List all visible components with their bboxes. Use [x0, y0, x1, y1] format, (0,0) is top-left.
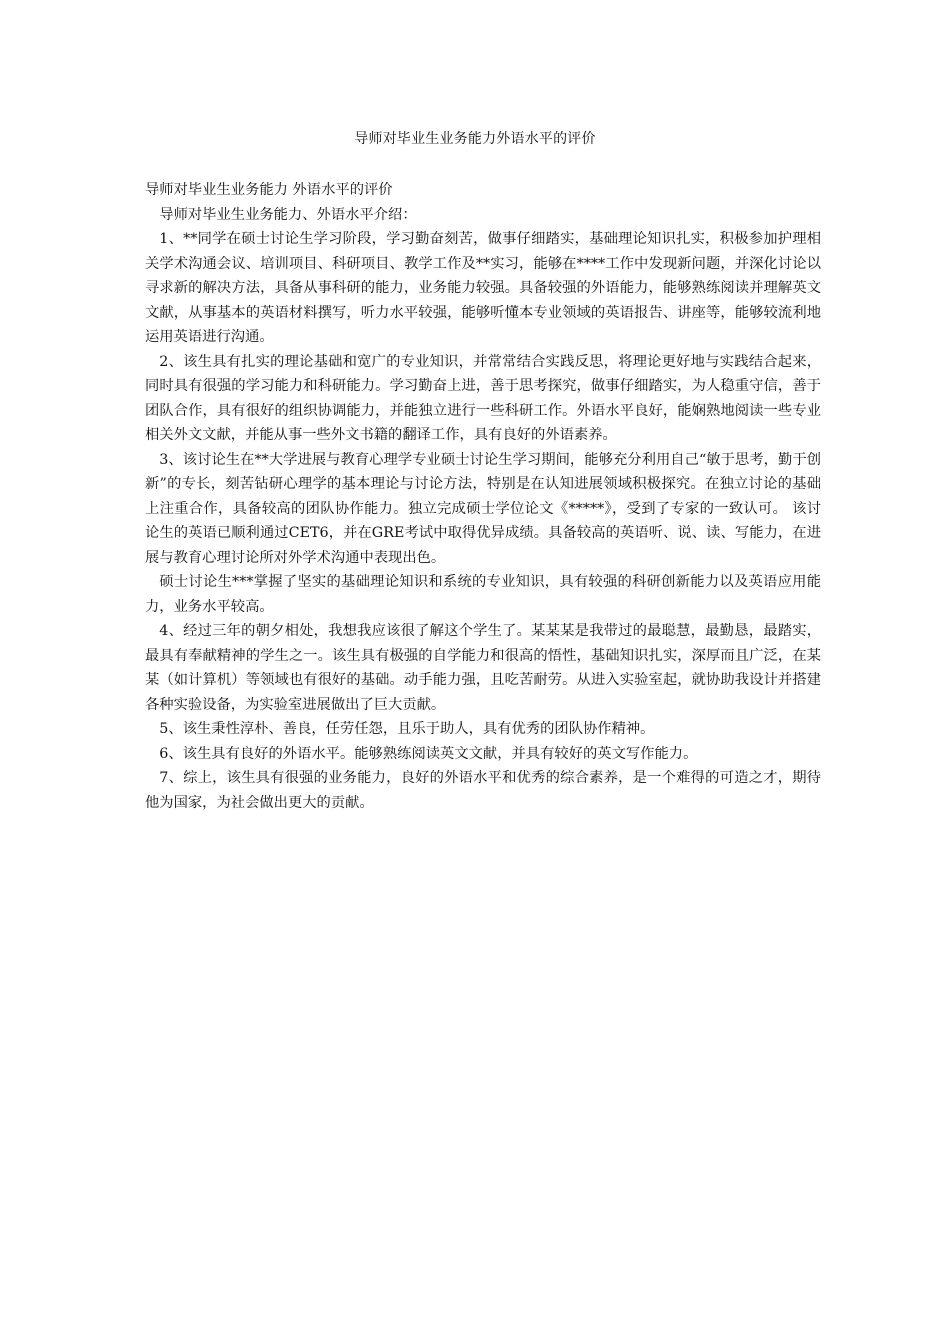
document-subtitle: 导师对毕业生业务能力 外语水平的评价 — [145, 182, 393, 198]
paragraph-4: 4、经过三年的朝夕相处，我想我应该很了解这个学生了。某某某是我带过的最聪慧，最勤恳，最踏实，最具有奉献精神的学生之一。该生具有极强的自学能力和很高的悟性，基础知识扎实，深厚而且广泛，在某某（如计算机）等领域也有很好的基础。动手能力强，且吃苦耐劳。从进入实验室起，就协助我设计并搭建各种实验设备，为实验室进展做出了巨大贡献。 — [145, 623, 821, 713]
document-title: 导师对毕业生业务能力外语水平的评价 — [354, 131, 596, 147]
paragraph-5: 5、该生秉性淳朴、善良，任劳任怨，且乐于助人，具有优秀的团队协作精神。 — [159, 721, 655, 737]
paragraph-6: 6、该生具有良好的外语水平。能够熟练阅读英文文献，并具有较好的英文写作能力。 — [159, 745, 698, 762]
intro-paragraph: 导师对毕业生业务能力、外语水平介绍： — [159, 206, 417, 223]
paragraph-7: 7、综上，该生具有很强的业务能力，良好的外语水平和优秀的综合素养，是一个难得的可造之才，期待他为国家，为社会做出更大的贡献。 — [145, 770, 821, 811]
paragraph-summary: 硕士讨论生***掌握了坚实的基础理论知识和系统的专业知识，具有较强的科研创新能力以及英语应用能力，业务水平较高。 — [145, 574, 821, 615]
paragraph-2: 2、该生具有扎实的理论基础和宽广的专业知识，并常常结合实践反思，将理论更好地与实践结合起来，同时具有很强的学习能力和科研能力。学习勤奋上进，善于思考探究，做事仔细踏实，为人稳重守信，善于团队合作，具有很好的组织协调能力，并能独立进行一些科研工作。外语水平良好，能娴熟地阅读一些专业相关外文文献，并能从事一些外文书籍的翻译工作，具有良好的外语素养。 — [145, 353, 821, 443]
paragraph-1: 1、**同学在硕士讨论生学习阶段，学习勤奋刻苦，做事仔细踏实，基础理论知识扎实，积极参加护理相关学术沟通会议、培训项目、科研项目、教学工作及**实习，能够在****工作中发现新问题，并深化讨论以寻求新的解决方法，具备从事科研的能力，业务能力较强。具备较强的外语能力，能够熟练阅读并理解英文文献，从事基本的英语材料撰写，听力水平较强，能够听懂本专业领域的英语报告、讲座等，能够较流利地运用英语进行沟通。 — [145, 231, 821, 345]
paragraph-3: 3、该讨论生在**大学进展与教育心理学专业硕士讨论生学习期间，能够充分利用自己“敏于思考，勤于创新”的专长，刻苦钻研心理学的基本理论与讨论方法，特别是在认知进展领域积极探究。在独立讨论的基础上注重合作，具备较高的团队协作能力。独立完成硕士学位论文《*****》，受到了专家的一致认可。 该讨论生的英语已顺利通过CET6，并在GRE考试中取得优异成绩。具备较高的英语听、说、读、写能力，在进展与教育心理讨论所对外学术沟通中表现出色。 — [145, 451, 821, 566]
document-body — [145, 178, 821, 815]
